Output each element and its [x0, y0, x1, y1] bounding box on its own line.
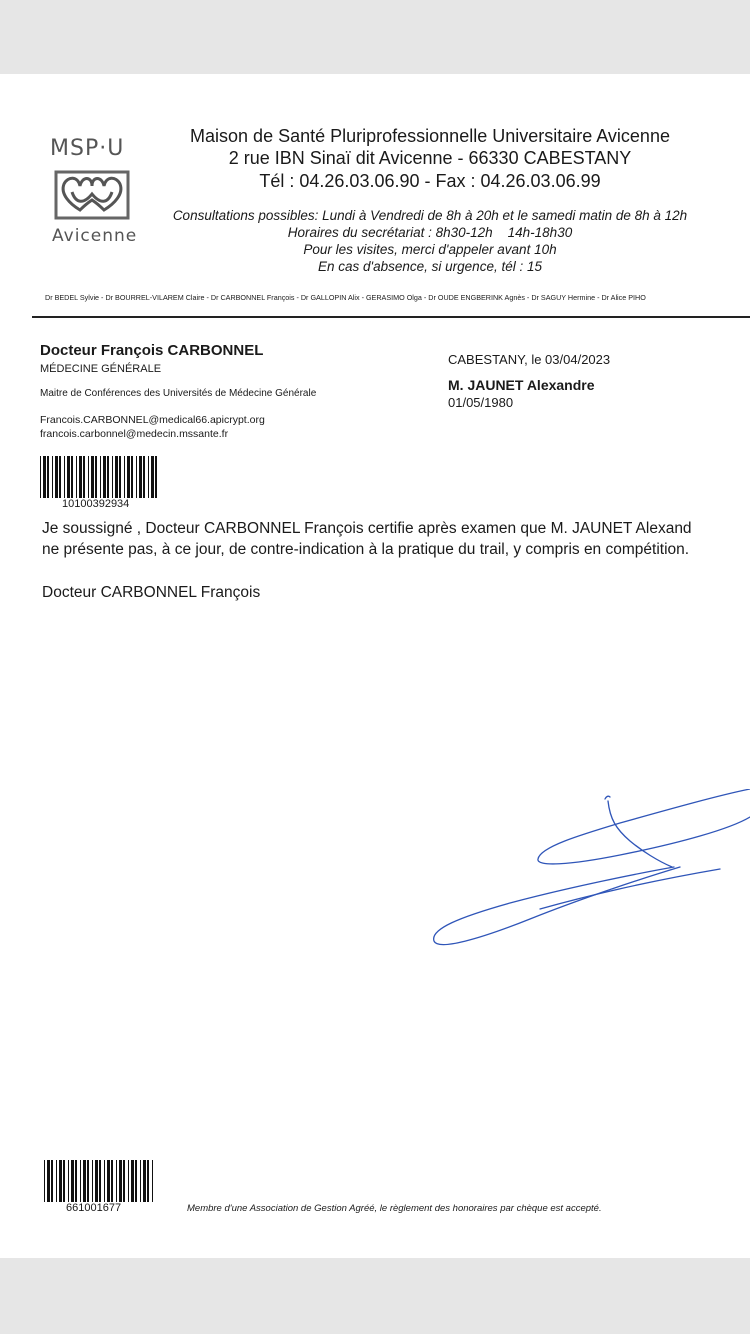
footer-barcode: [44, 1160, 156, 1202]
barcode-bar: [128, 1160, 129, 1202]
barcode-bar: [91, 456, 94, 498]
barcode-bar: [143, 456, 145, 498]
doctor-barcode-number: 10100392934: [62, 498, 130, 510]
barcode-bar: [127, 456, 130, 498]
hours-line-1: Consultations possibles: Lundi à Vendredi de 8h à 20h et le samedi matin de 8h à 12h: [172, 208, 688, 223]
barcode-bar: [119, 1160, 122, 1202]
barcode-bar: [59, 456, 61, 498]
barcode-bar: [47, 456, 49, 498]
barcode-bar: [92, 1160, 93, 1202]
barcode-bar: [95, 456, 97, 498]
barcode-bar: [115, 456, 118, 498]
barcode-bar: [68, 1160, 69, 1202]
barcode-bar: [55, 456, 58, 498]
logo-bottom-text: Avicenne: [52, 226, 138, 246]
header-line-3: Tél : 04.26.03.06.90 - Fax : 04.26.03.06.99: [259, 171, 601, 191]
patient-birthdate: 01/05/1980: [448, 395, 514, 410]
barcode-bar: [139, 456, 142, 498]
barcode-bar: [123, 1160, 125, 1202]
certificate-line-1: Je soussigné , Docteur CARBONNEL François certifie après examen que M. JAUNET Alexand: [42, 520, 692, 537]
barcode-bar: [80, 1160, 81, 1202]
barcode-bar: [152, 1160, 153, 1202]
barcode-bar: [100, 456, 101, 498]
barcode-bar: [87, 1160, 89, 1202]
certificate-line-2: ne présente pas, à ce jour, de contre-indication à la pratique du trail, y compris en compétition.: [42, 541, 690, 558]
barcode-bar: [143, 1160, 146, 1202]
barcode-bar: [151, 456, 154, 498]
barcode-bar: [135, 1160, 137, 1202]
barcode-bar: [43, 456, 46, 498]
barcode-bar: [124, 456, 125, 498]
barcode-bar: [148, 456, 149, 498]
heart-knot-logo-icon: [54, 170, 130, 220]
document-page: [0, 74, 750, 1258]
hours-line-3: Pour les visites, merci d'appeler avant 10h: [303, 242, 557, 257]
barcode-bar: [59, 1160, 62, 1202]
barcode-bar: [99, 1160, 101, 1202]
barcode-bar: [136, 456, 137, 498]
barcode-bar: [103, 456, 106, 498]
barcode-bar: [76, 456, 77, 498]
logo-top-text: MSP·U: [50, 136, 125, 161]
barcode-bar: [56, 1160, 57, 1202]
barcode-bar: [83, 456, 85, 498]
barcode-bar: [44, 1160, 45, 1202]
header-divider: [32, 316, 750, 318]
barcode-bar: [88, 456, 89, 498]
barcode-bar: [64, 456, 65, 498]
barcode-bar: [131, 456, 133, 498]
hours-line-4: En cas d'absence, si urgence, tél : 15: [318, 259, 542, 274]
header-line-2: 2 rue IBN Sinaï dit Avicenne - 66330 CABESTANY: [228, 148, 632, 168]
barcode-bar: [67, 456, 70, 498]
barcode-bar: [63, 1160, 65, 1202]
doctor-email-2: francois.carbonnel@medecin.mssante.fr: [40, 428, 229, 440]
barcode-bar: [119, 456, 121, 498]
header-line-1: Maison de Santé Pluriprofessionnelle Universitaire Avicenne: [190, 126, 670, 146]
barcode-bar: [116, 1160, 117, 1202]
barcode-bar: [107, 456, 109, 498]
barcode-bar: [95, 1160, 98, 1202]
patient-name: M. JAUNET Alexandre: [448, 377, 595, 393]
doctors-line: Dr BEDEL Sylvie - Dr BOURREL-VILAREM Claire - Dr CARBONNEL François - Dr GALLOPIN Alix - GERASIMO Olga - Dr OUDE ENGBERINK Agnès - Dr SAGUY Hermine - Dr Alice PIHO: [45, 293, 646, 302]
doctor-barcode: [40, 456, 160, 498]
barcode-bar: [104, 1160, 105, 1202]
barcode-bar: [131, 1160, 134, 1202]
hours-line-2: Horaires du secrétariat : 8h30-12h 14h-18h30: [287, 225, 573, 240]
barcode-bar: [107, 1160, 110, 1202]
barcode-bar: [71, 1160, 74, 1202]
place-date: CABESTANY, le 03/04/2023: [448, 352, 611, 367]
barcode-bar: [83, 1160, 86, 1202]
barcode-bar: [51, 1160, 53, 1202]
barcode-bar: [155, 456, 157, 498]
barcode-bar: [47, 1160, 50, 1202]
signature-name: Docteur CARBONNEL François: [42, 584, 261, 601]
doctor-email-1: Francois.CARBONNEL@medical66.apicrypt.org: [40, 414, 265, 426]
footer-note: Membre d'une Association de Gestion Agréé, le règlement des honoraires par chèque est accepté.: [187, 1203, 602, 1214]
barcode-bar: [111, 1160, 113, 1202]
barcode-bar: [71, 456, 73, 498]
barcode-bar: [140, 1160, 141, 1202]
barcode-bar: [52, 456, 53, 498]
barcode-bar: [79, 456, 82, 498]
doctor-name: Docteur François CARBONNEL: [40, 342, 264, 359]
barcode-bar: [75, 1160, 77, 1202]
handwritten-signature: [420, 789, 750, 959]
barcode-bar: [112, 456, 113, 498]
barcode-bar: [40, 456, 41, 498]
footer-barcode-number: 661001677: [66, 1202, 122, 1214]
doctor-title: Maitre de Conférences des Universités de Médecine Générale: [40, 388, 317, 399]
barcode-bar: [147, 1160, 149, 1202]
doctor-specialty: MÉDECINE GÉNÉRALE: [40, 363, 162, 375]
